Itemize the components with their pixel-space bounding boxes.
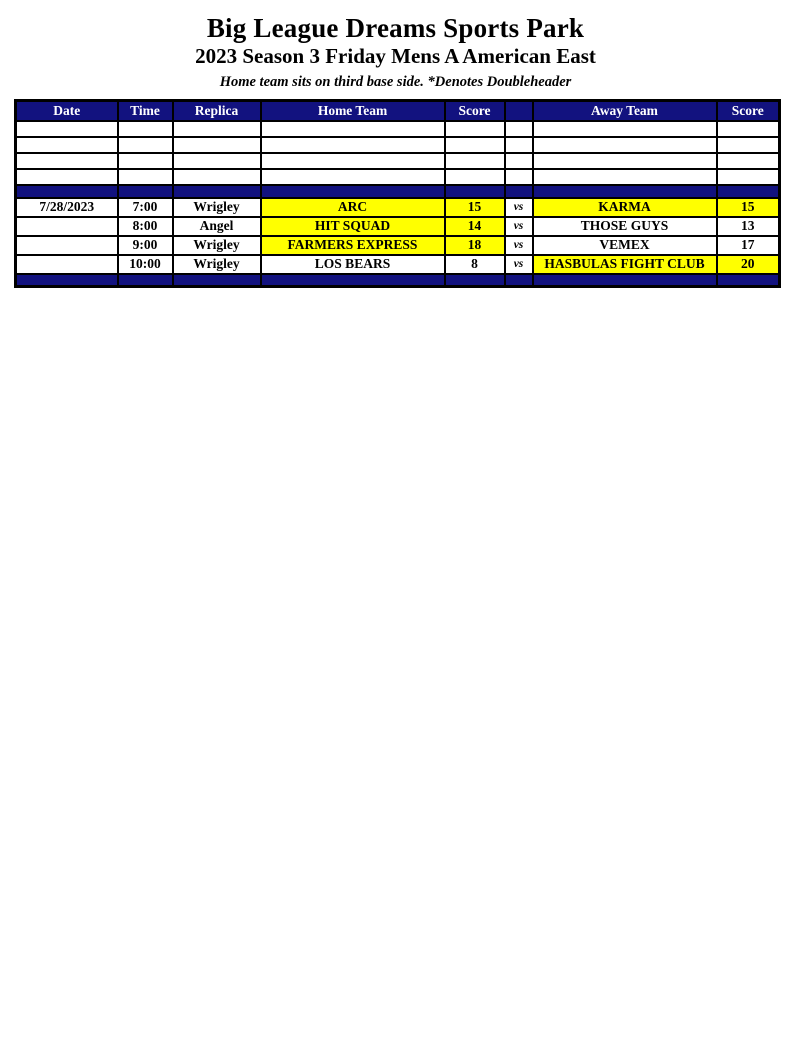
empty-cell [505,153,533,169]
empty-cell [717,169,780,185]
separator-cell [445,274,505,287]
empty-row [16,169,780,185]
away-team: THOSE GUYS [533,217,717,236]
empty-cell [717,121,780,137]
col-header-home-score: Score [445,101,505,121]
home-team: HIT SQUAD [261,217,445,236]
separator-cell [505,274,533,287]
game-date [16,217,118,236]
game-row [16,198,780,217]
game-row [16,236,780,255]
col-header-vs-spacer [505,101,533,121]
empty-cell [445,169,505,185]
away-score: 15 [717,198,780,217]
home-team: FARMERS EXPRESS [261,236,445,255]
empty-cell [173,121,261,137]
empty-cell [717,153,780,169]
empty-cell [118,121,173,137]
home-score: 14 [445,217,505,236]
empty-cell [445,153,505,169]
vs-label: vs [505,255,533,274]
empty-cell [445,121,505,137]
game-row [16,255,780,274]
empty-cell [533,169,717,185]
col-header-time: Time [118,101,173,121]
col-header-home-team: Home Team [261,101,445,121]
separator-cell [533,185,717,198]
empty-cell [445,137,505,153]
empty-cell [173,137,261,153]
empty-cell [505,121,533,137]
home-score: 15 [445,198,505,217]
separator-cell [118,274,173,287]
page-note: Home team sits on third base side. *Denotes Doubleheader [219,74,572,90]
game-date: 7/28/2023 [16,198,118,217]
game-date [16,255,118,274]
empty-cell [261,121,445,137]
game-replica: Wrigley [173,236,261,255]
separator-cell [261,185,445,198]
separator-cell [118,185,173,198]
away-team: VEMEX [533,236,717,255]
separator-cell [16,185,118,198]
separator-cell [173,185,261,198]
empty-cell [118,169,173,185]
empty-cell [533,137,717,153]
empty-row [16,153,780,169]
page-title: Big League Dreams Sports Park [206,13,585,43]
document-header [0,13,791,92]
empty-cell [533,153,717,169]
empty-cell [118,153,173,169]
page-subtitle: 2023 Season 3 Friday Mens A American East [195,44,596,68]
game-time: 10:00 [118,255,173,274]
separator-cell [173,274,261,287]
game-date [16,236,118,255]
empty-cell [16,153,118,169]
empty-row [16,137,780,153]
vs-label: vs [505,217,533,236]
empty-cell [505,137,533,153]
home-team: ARC [261,198,445,217]
empty-cell [261,169,445,185]
empty-cell [16,169,118,185]
vs-label: vs [505,236,533,255]
home-team: LOS BEARS [261,255,445,274]
empty-cell [16,121,118,137]
separator-cell [717,185,780,198]
schedule-table [14,99,781,288]
col-header-date: Date [16,101,118,121]
empty-cell [717,137,780,153]
separator-row-top [16,185,780,198]
separator-cell [16,274,118,287]
game-replica: Wrigley [173,198,261,217]
col-header-away-score: Score [717,101,780,121]
col-header-away-team: Away Team [533,101,717,121]
col-header-replica: Replica [173,101,261,121]
empty-cell [173,169,261,185]
home-score: 8 [445,255,505,274]
game-replica: Angel [173,217,261,236]
separator-cell [505,185,533,198]
table-header-row [16,101,780,121]
empty-cell [533,121,717,137]
separator-cell [261,274,445,287]
away-score: 20 [717,255,780,274]
separator-cell [533,274,717,287]
empty-cell [118,137,173,153]
empty-cell [16,137,118,153]
empty-cell [261,153,445,169]
game-row [16,217,780,236]
empty-cell [261,137,445,153]
vs-label: vs [505,198,533,217]
game-replica: Wrigley [173,255,261,274]
empty-row [16,121,780,137]
separator-cell [445,185,505,198]
separator-row-bottom [16,274,780,287]
away-score: 17 [717,236,780,255]
away-team: HASBULAS FIGHT CLUB [533,255,717,274]
separator-cell [717,274,780,287]
away-score: 13 [717,217,780,236]
empty-cell [173,153,261,169]
game-time: 7:00 [118,198,173,217]
game-time: 9:00 [118,236,173,255]
game-time: 8:00 [118,217,173,236]
home-score: 18 [445,236,505,255]
away-team: KARMA [533,198,717,217]
empty-cell [505,169,533,185]
